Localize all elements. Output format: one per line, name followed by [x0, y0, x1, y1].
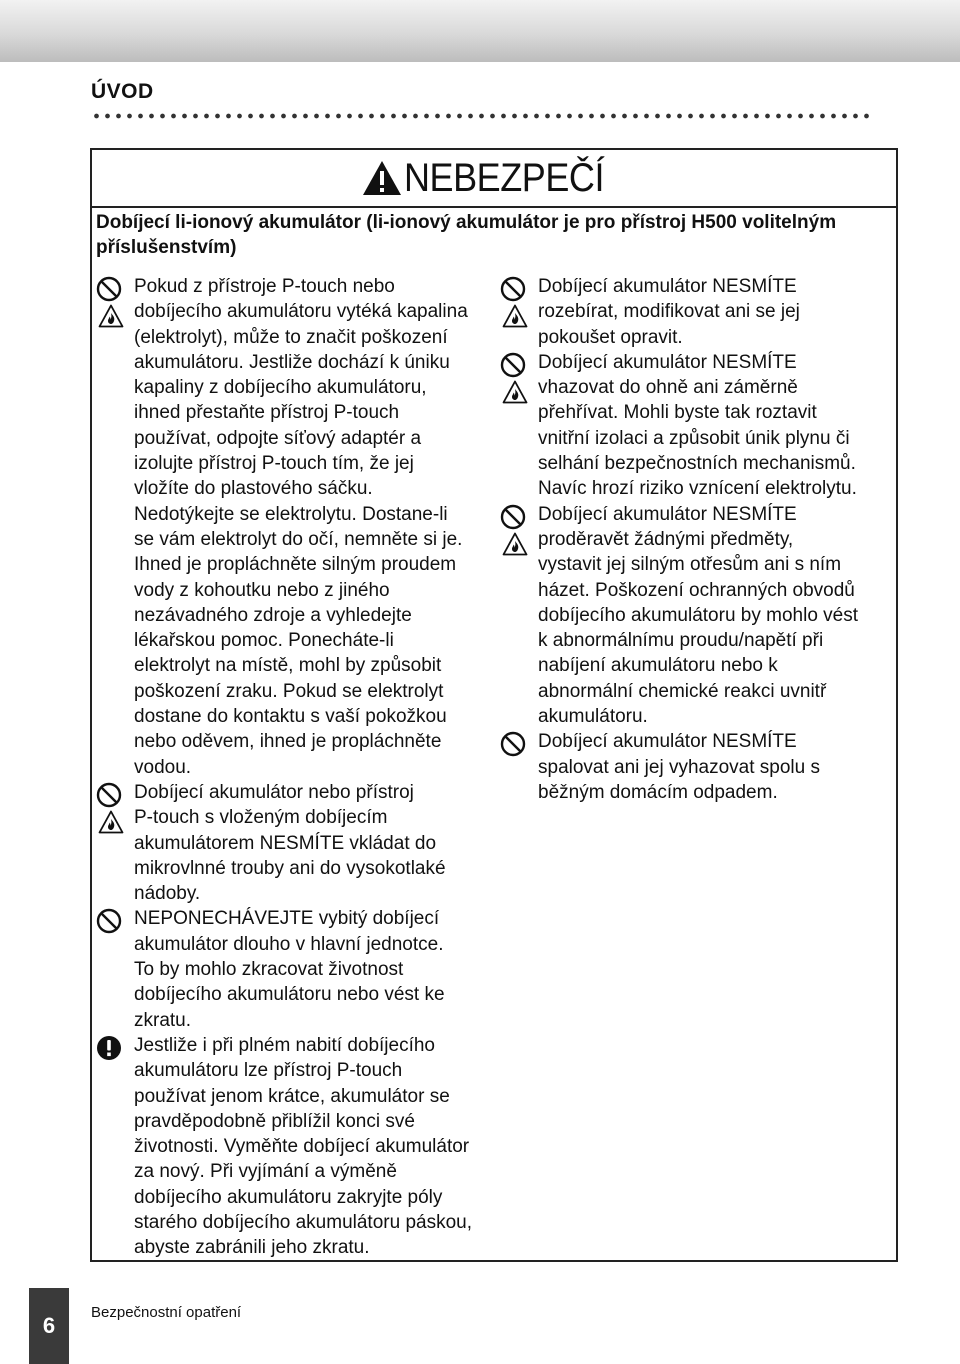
page-number: 6: [42, 1313, 56, 1338]
prohibited-icon: [96, 276, 132, 302]
box-subtitle: Dobíjecí li-ionový akumulátor (li-ionový akumulátor je pro přístroj H500 volitelným příslušenstvím): [96, 212, 837, 258]
prohibited-icon: [96, 782, 132, 808]
fire-warning-icon: [96, 810, 132, 834]
fire-warning-icon: [500, 304, 536, 328]
safety-item-icons: [96, 908, 132, 934]
safety-item-icons: [500, 276, 536, 328]
safety-item-text: Dobíjecí akumulátor nebo přístroj P-touch s vloženým dobíjecím akumulátorem NESMÍTE vkládat do mikrovlnné trouby ani do vysokotlaké nádoby.: [134, 781, 446, 905]
prohibited-icon: [500, 352, 536, 378]
safety-item: [500, 350, 898, 502]
danger-box-header: [92, 150, 896, 208]
mandatory-icon: [96, 1035, 132, 1061]
safety-item-text: Dobíjecí akumulátor NESMÍTE proděravět žádnými předměty, vystavit jej silným otřesům ani s ním házet. Poškození ochranných obvodů dobíjecího akumulátoru by mohlo vést k abnormálnímu proudu/napětí při nabíjení akumulátoru nebo k abnormální chemické reakci uvnitř akumulátoru.: [538, 503, 859, 728]
left-column: [96, 274, 496, 1261]
safety-item-icons: [96, 1035, 132, 1061]
safety-item: [500, 274, 898, 350]
footer-section-name: Bezpečnostní opatření: [91, 1304, 242, 1321]
page-number-tab: [29, 1288, 69, 1364]
fire-warning-icon: [500, 532, 536, 556]
safety-item-text: Dobíjecí akumulátor NESMÍTE vhazovat do ohně ani záměrně přehřívat. Mohli byste tak roztavit vnitřní izolaci a způsobit únik plynu či selhání bezpečnostních mechanismů. Navíc hrozí riziko vznícení elektrolytu.: [538, 351, 857, 500]
danger-title: NEBEZPEČÍ: [403, 155, 604, 200]
warning-triangle-icon: [362, 160, 402, 196]
prohibited-icon: [500, 731, 536, 757]
right-column: [500, 274, 898, 805]
safety-item-icons: [96, 782, 132, 834]
fire-warning-icon: [500, 380, 536, 404]
top-gradient-bar: [0, 0, 960, 62]
safety-item-icons: [96, 276, 132, 328]
safety-item-text: NEPONECHÁVEJTE vybitý dobíjecí akumulátor dlouho v hlavní jednotce. To by mohlo zkracovat životnost dobíjecího akumulátoru nebo vést ke zkratu.: [134, 908, 445, 1031]
fire-warning-icon: [96, 304, 132, 328]
safety-item: [96, 906, 496, 1032]
safety-item-text: Pokud z přístroje P-touch nebo dobíjecího akumulátoru vytéká kapalina (elektrolyt), může to značit poškození akumulátoru. Jestliže dochází k úniku kapaliny z dobíjecího akumulátoru, ihned přestaňte přístroj P-touch používat, odpojte síťový adaptér a izolujte přístroj P-touch tím, že jej vložíte do plastového sáčku. Nedotýkejte se elektrolytu. Dostane-li se vám elektrolyt do očí, nemněte si je. Ihned je propláchněte silným proudem vody z kohoutku nebo z jiného nezávadného zdroje a vyhledejte lékařskou pomoc. Ponecháte-li elektrolyt na místě, mohl by způsobit poškození zraku. Pokud se elektrolyt dostane do kontaktu s vaší pokožkou nebo oděvem, ihned je propláchněte vodou.: [134, 276, 468, 778]
safety-item: [96, 1033, 496, 1261]
safety-item-text: Jestliže i při plném nabití dobíjecího akumulátoru lze přístroj P-touch používat jenom krátce, akumulátor se pravděpodobně přiblížil konci své životnosti. Vyměňte dobíjecí akumulátor za nový. Při vyjímání a výměně dobíjecího akumulátoru zakryjte póly starého dobíjecího akumulátoru páskou, abyste zabránili jeho zkratu.: [134, 1034, 472, 1259]
prohibited-icon: [96, 908, 132, 934]
safety-item-icons: [500, 504, 536, 556]
safety-item-icons: [500, 352, 536, 404]
section-title: ÚVOD: [91, 80, 154, 103]
safety-item: [96, 274, 496, 780]
safety-item: [500, 502, 898, 730]
safety-item-text: Dobíjecí akumulátor NESMÍTE rozebírat, modifikovat ani se jej pokoušet opravit.: [538, 276, 800, 348]
safety-item-icons: [500, 731, 536, 757]
prohibited-icon: [500, 276, 536, 302]
dotted-divider: [91, 113, 871, 119]
safety-item: [96, 780, 496, 906]
safety-item: [500, 729, 898, 805]
prohibited-icon: [500, 504, 536, 530]
safety-item-text: Dobíjecí akumulátor NESMÍTE spalovat ani jej vyhazovat spolu s běžným domácím odpadem.: [538, 731, 820, 803]
